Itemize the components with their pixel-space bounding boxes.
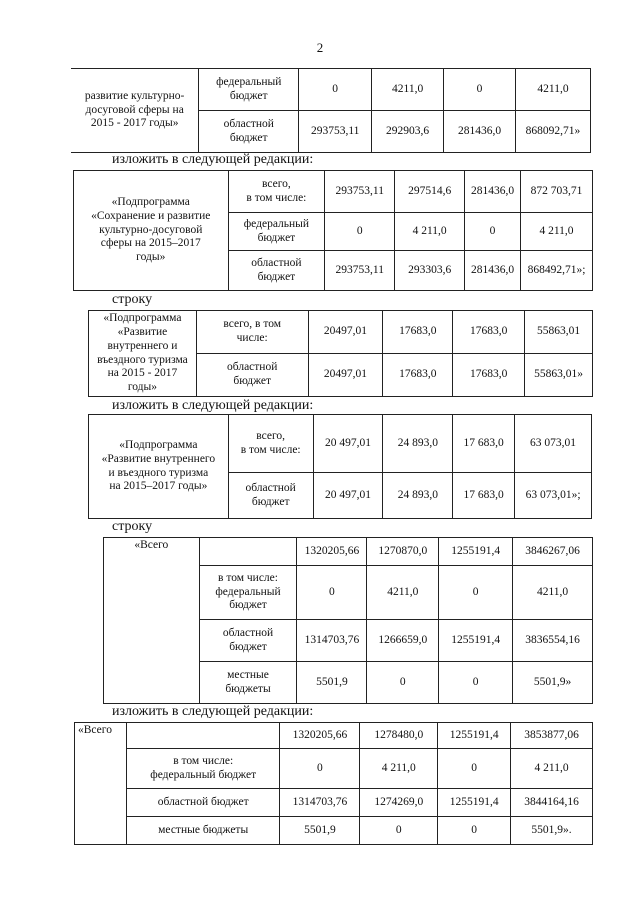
row-label: областной бюджет [199, 111, 299, 153]
row-title: «Всего [104, 538, 200, 704]
cell-value: 24 893,0 [383, 473, 453, 519]
cell-value: 293753,11 [325, 251, 395, 291]
cell-value: 1270870,0 [367, 538, 439, 566]
table-1 [71, 68, 591, 153]
cell-value: 17 683,0 [453, 473, 515, 519]
cell-value: 1320205,66 [280, 723, 360, 749]
cell-value: 1274269,0 [360, 789, 438, 817]
cell-value: 20 497,01 [313, 415, 383, 473]
cell-value: 5501,9». [511, 817, 593, 845]
table-3 [88, 310, 593, 397]
cell-value: 868092,71» [515, 111, 590, 153]
row-title: «Подпрограмма «Развитие внутреннего и въездного туризма на 2015 - 2017 годы» [89, 311, 197, 397]
cell-value: 20 497,01 [313, 473, 383, 519]
cell-value: 868492,71»; [521, 251, 593, 291]
cell-value: 17683,0 [453, 354, 525, 397]
row-label: в том числе: федеральный бюджет [199, 566, 297, 620]
cell-value: 0 [444, 69, 516, 111]
cell-value: 55863,01» [525, 354, 593, 397]
cell-value: 1314703,76 [280, 789, 360, 817]
cell-value: 4 211,0 [521, 213, 593, 251]
row-title: «Подпрограмма «Сохранение и развитие культурно-досуговой сферы на 2015–2017 годы» [74, 171, 229, 291]
cell-value: 1266659,0 [367, 620, 439, 662]
cell-value: 17683,0 [453, 311, 525, 354]
cell-value: 0 [360, 817, 438, 845]
cell-value: 5501,9 [297, 662, 367, 704]
cell-value: 0 [465, 213, 521, 251]
cell-value: 20497,01 [308, 311, 383, 354]
cell-value: 293303,6 [395, 251, 465, 291]
cell-value: 281436,0 [465, 251, 521, 291]
cell-value: 292903,6 [372, 111, 444, 153]
cell-value: 24 893,0 [383, 415, 453, 473]
cell-value: 0 [439, 662, 513, 704]
cell-value: 297514,6 [395, 171, 465, 213]
cell-value: 4211,0 [513, 566, 593, 620]
table-2 [73, 170, 593, 291]
row-label: областной бюджет [196, 354, 308, 397]
cell-value: 0 [299, 69, 372, 111]
row-label: местные бюджеты [199, 662, 297, 704]
instruction-text: изложить в следующей редакции: [112, 398, 314, 413]
row-label [199, 538, 297, 566]
instruction-text: строку [112, 519, 153, 534]
cell-value: 4 211,0 [360, 749, 438, 789]
cell-value: 17683,0 [383, 354, 453, 397]
cell-value: 3853877,06 [511, 723, 593, 749]
cell-value: 20497,01 [308, 354, 383, 397]
cell-value: 1314703,76 [297, 620, 367, 662]
cell-value: 63 073,01»; [515, 473, 592, 519]
cell-value: 1278480,0 [360, 723, 438, 749]
page-number: 2 [316, 40, 324, 55]
cell-value: 17 683,0 [453, 415, 515, 473]
row-label: в том числе: федеральный бюджет [126, 749, 280, 789]
cell-value: 4211,0 [372, 69, 444, 111]
cell-value: 0 [439, 566, 513, 620]
table-5 [103, 537, 593, 704]
cell-value: 1255191,4 [439, 538, 513, 566]
cell-value: 0 [325, 213, 395, 251]
cell-value: 281436,0 [444, 111, 516, 153]
cell-value: 0 [438, 817, 511, 845]
cell-value: 0 [280, 749, 360, 789]
cell-value: 281436,0 [465, 171, 521, 213]
row-label: федеральный бюджет [228, 213, 325, 251]
cell-value: 0 [297, 566, 367, 620]
cell-value: 55863,01 [525, 311, 593, 354]
row-label [126, 723, 280, 749]
cell-value: 3844164,16 [511, 789, 593, 817]
row-label: всего, в том числе: [228, 171, 325, 213]
cell-value: 1255191,4 [439, 620, 513, 662]
cell-value: 1255191,4 [438, 723, 511, 749]
cell-value: 293753,11 [325, 171, 395, 213]
cell-value: 3846267,06 [513, 538, 593, 566]
table-4 [88, 414, 592, 519]
row-label: местные бюджеты [126, 817, 280, 845]
cell-value: 872 703,71 [521, 171, 593, 213]
row-title: развитие культурно- досуговой сферы на 2015 - 2017 годы» [71, 69, 199, 153]
cell-value: 5501,9 [280, 817, 360, 845]
instruction-text: строку [112, 292, 153, 307]
row-label: федеральный бюджет [199, 69, 299, 111]
cell-value: 4 211,0 [395, 213, 465, 251]
cell-value: 0 [367, 662, 439, 704]
cell-value: 4 211,0 [511, 749, 593, 789]
cell-value: 5501,9» [513, 662, 593, 704]
cell-value: 17683,0 [383, 311, 453, 354]
cell-value: 1255191,4 [438, 789, 511, 817]
row-title: «Подпрограмма «Развитие внутреннего и въездного туризма на 2015–2017 годы» [89, 415, 229, 519]
cell-value: 1320205,66 [297, 538, 367, 566]
instruction-text: изложить в следующей редакции: [112, 152, 314, 167]
cell-value: 63 073,01 [515, 415, 592, 473]
row-label: областной бюджет [126, 789, 280, 817]
row-label: областной бюджет [228, 473, 313, 519]
row-label: всего, в том числе: [196, 311, 308, 354]
row-label: всего, в том числе: [228, 415, 313, 473]
cell-value: 4211,0 [515, 69, 590, 111]
row-label: областной бюджет [199, 620, 297, 662]
instruction-text: изложить в следующей редакции: [112, 704, 314, 719]
cell-value: 3836554,16 [513, 620, 593, 662]
cell-value: 4211,0 [367, 566, 439, 620]
cell-value: 0 [438, 749, 511, 789]
row-label: областной бюджет [228, 251, 325, 291]
cell-value: 293753,11 [299, 111, 372, 153]
row-title: «Всего [75, 723, 127, 845]
table-6 [74, 722, 593, 845]
